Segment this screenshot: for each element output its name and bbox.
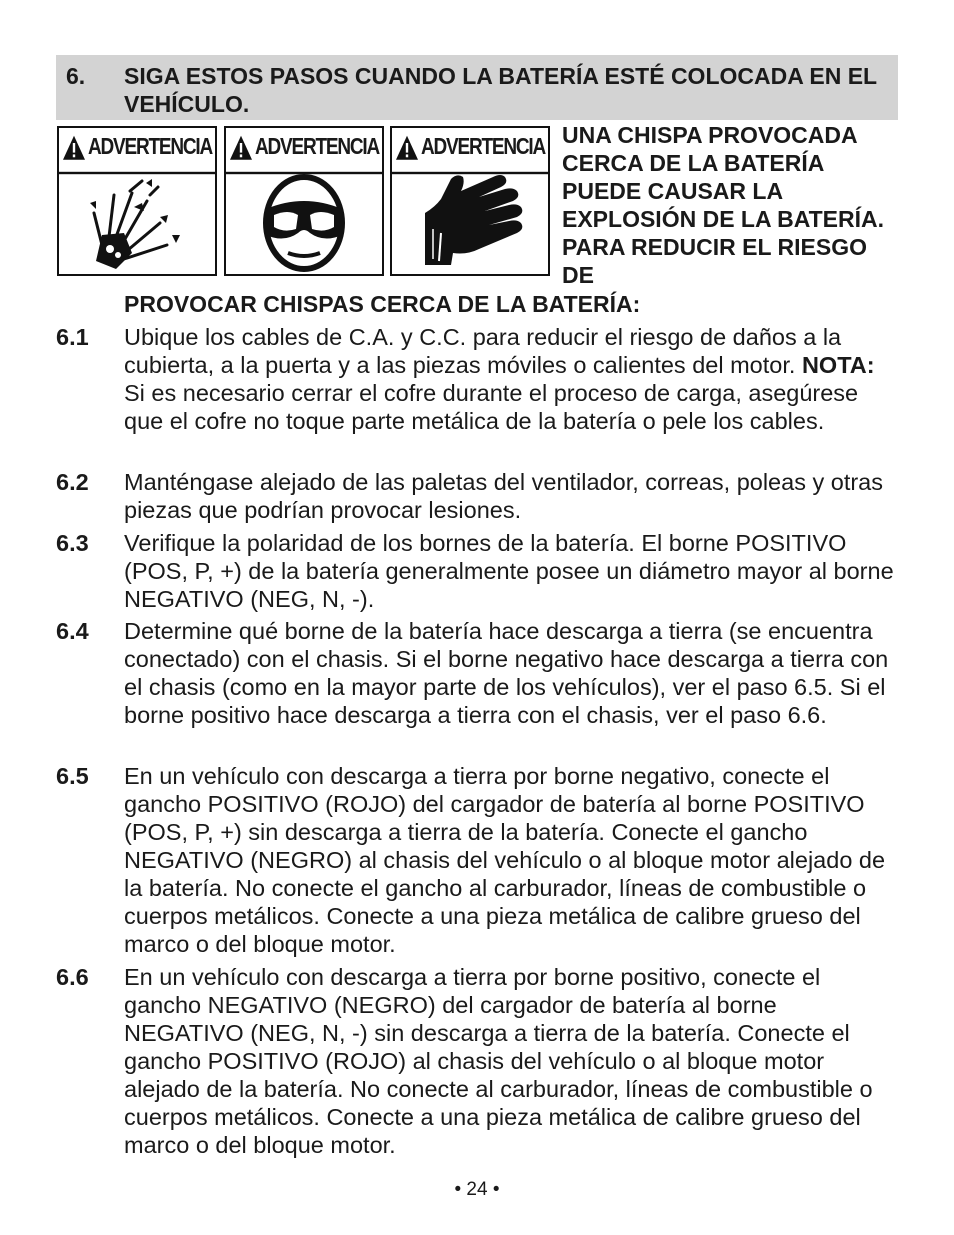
warning-text-continued: PROVOCAR CHISPAS CERCA DE LA BATERÍA:: [124, 291, 641, 317]
warning-triangle-icon: [62, 135, 86, 161]
warning-text: UNA CHISPA PROVOCADA CERCA DE LA BATERÍA PUEDE CAUSAR LA EXPLOSIÓN DE LA BATERÍA. PARA REDUCIR EL RIESGO DE: [562, 122, 885, 288]
step-number: 6.5: [56, 763, 89, 789]
section-header: [56, 55, 898, 120]
note-label: NOTA:: [801, 352, 875, 378]
step-text: [124, 323, 898, 435]
step-text: Verifique la polaridad de los bornes de la batería. El borne POSITIVO (POS, P, +) de la batería generalmente posee un diámetro mayor al borne NEGATIVO (NEG, N, -).: [124, 530, 894, 612]
page-number: • 24 •: [454, 1179, 500, 1200]
warning-label-text: ADVERTENCIA: [254, 134, 380, 160]
warning-label-goggles: [224, 126, 384, 276]
step-number: 6.6: [56, 964, 89, 990]
warning-label-explosion: [57, 126, 217, 276]
step-text: Manténgase alejado de las paletas del ventilador, correas, poleas y otras piezas que podrían provocar lesiones.: [124, 469, 883, 523]
step-number: 6.3: [56, 530, 89, 556]
step-number: 6.2: [56, 469, 89, 495]
explosion-icon: [72, 173, 202, 273]
warning-triangle-icon: [229, 135, 253, 161]
step-text: En un vehículo con descarga a tierra por borne negativo, conecte el gancho POSITIVO (ROJO) del cargador de batería al borne POSITIVO (POS, P, +) sin descarga a tierra de la batería. Conecte el gancho NEGATIVO (NEGRO) al chasis del vehículo o al bloque motor alejado de la batería. No conecte el gancho al carburador, líneas de combustible o cuerpos metálicos. Conecte a una pieza metálica de calibre grueso del marco o del bloque motor.: [124, 763, 886, 957]
warning-label-text: ADVERTENCIA: [87, 134, 213, 160]
step-text: En un vehículo con descarga a tierra por borne positivo, conecte el gancho NEGATIVO (NEGRO) del cargador de batería al borne NEGATIVO (NEG, N, -) sin descarga a tierra de la batería. Conecte el gancho POSITIVO (ROJO) al chasis del vehículo o al bloque motor alejado de la batería. No conecte al carburador, líneas de combustible o cuerpos metálicos. Conecte a una pieza metálica de calibre grueso del marco o del bloque motor.: [124, 964, 873, 1158]
safety-goggles-icon: [244, 171, 364, 275]
rubber-glove-icon: [405, 173, 535, 273]
step-text-part: Ubique los cables de C.A. y C.C. para reducir el riesgo de daños a la cubierta, a la puerta y a las piezas móviles o calientes del motor.: [124, 324, 842, 378]
section-title: SIGA ESTOS PASOS CUANDO LA BATERÍA ESTÉ COLOCADA EN EL VEHÍCULO.: [124, 63, 877, 117]
step-text-part: Si es necesario cerrar el cofre durante el proceso de carga, asegúrese que el cofre no toque parte metálica de la batería o pele los cables.: [124, 380, 859, 434]
warning-triangle-icon: [395, 135, 419, 161]
section-number: 6.: [66, 63, 86, 89]
warning-label-text: ADVERTENCIA: [420, 134, 546, 160]
step-text: Determine qué borne de la batería hace descarga a tierra (se encuentra conectado) con el chasis. Si el borne negativo hace descarga a tierra con el chasis (como en la mayor parte de los vehículos), ver el paso 6.5. Si el borne positivo hace descarga a tierra con el chasis, ver el paso 6.6.: [124, 618, 889, 728]
step-number: 6.1: [56, 324, 89, 350]
step-number: 6.4: [56, 618, 89, 644]
warning-label-glove: [390, 126, 550, 276]
